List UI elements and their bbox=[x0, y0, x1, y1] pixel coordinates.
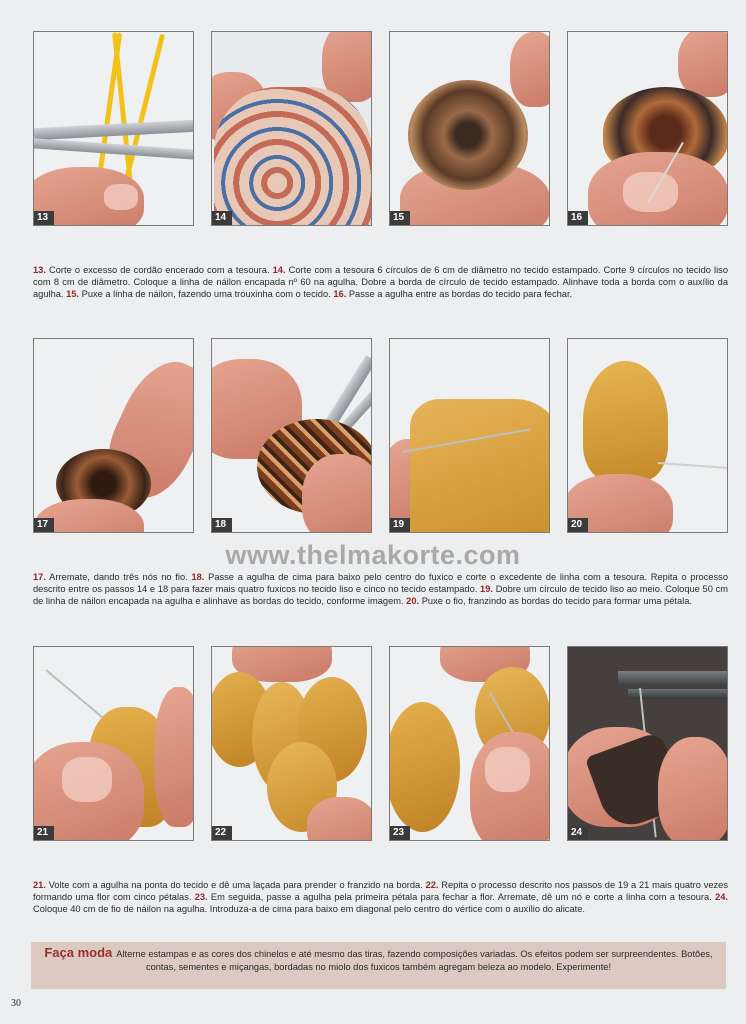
watermark: www.thelmakorte.com bbox=[225, 540, 521, 570]
instructions-steps-17-20 bbox=[33, 571, 728, 607]
step-label: 21. bbox=[33, 880, 46, 890]
step-label: 22. bbox=[425, 880, 439, 890]
step-photo-21 bbox=[33, 646, 194, 841]
step-label: 17. bbox=[33, 572, 46, 582]
step-text: Repita o processo descrito nos passos de 19 a 21 mais quatro vezes formando uma flor com cinco pétalas. bbox=[33, 880, 728, 903]
step-text: Coloque 40 cm de fio de náilon na agulha. Introduza-a de cima para baixo em diagonal pelo centro do vértice com o auxílio do alicate. bbox=[33, 904, 585, 915]
step-number: 20 bbox=[568, 518, 588, 532]
step-number: 18 bbox=[212, 518, 232, 532]
step-number: 24 bbox=[568, 826, 588, 840]
step-photo-17 bbox=[33, 338, 194, 533]
step-text: Corte o excesso de cordão encerado com a tesoura. bbox=[45, 265, 273, 275]
step-label: 20. bbox=[406, 596, 420, 607]
step-number: 13 bbox=[34, 211, 54, 225]
step-number: 14 bbox=[212, 211, 232, 225]
step-number: 16 bbox=[568, 211, 588, 225]
step-text: Volte com a agulha na ponta do tecido e dê uma laçada para prender o franzido na borda. bbox=[45, 880, 426, 890]
step-photo-22 bbox=[211, 646, 372, 841]
step-text: Passe a agulha entre as bordas do tecido para fechar. bbox=[346, 289, 573, 300]
step-label: 16. bbox=[333, 289, 347, 300]
step-number: 22 bbox=[212, 826, 232, 840]
step-text: Corte com a tesoura 6 círculos de 6 cm de diâmetro no tecido estampado. Corte 9 círculos no tecido liso com 8 cm de diâmetro. Coloque a linha de náilon encapada nº 60 na agulha. Dobre a borda de círculo de tecido estampado. Alinhave toda a borda com o auxílio da agulha. bbox=[33, 265, 728, 300]
instructions-steps-21-24 bbox=[33, 879, 728, 915]
step-number: 19 bbox=[390, 518, 410, 532]
step-photo-16 bbox=[567, 31, 728, 226]
step-label: 14. bbox=[272, 265, 286, 275]
tip-title: Faça moda bbox=[44, 945, 113, 960]
step-text: Arremate, dando três nós no fio. bbox=[45, 572, 192, 582]
step-photo-13 bbox=[33, 31, 194, 226]
step-number: 21 bbox=[34, 826, 54, 840]
step-photo-14 bbox=[211, 31, 372, 226]
step-text: Puxe a linha de náilon, fazendo uma trouxinha com o tecido. bbox=[79, 289, 334, 300]
step-label: 24. bbox=[715, 892, 728, 903]
step-text: Dobre um círculo de tecido liso ao meio. Coloque 50 cm de linha de náilon encapada na agulha e alinhave as bordas do tecido, conforme imagem. bbox=[33, 584, 728, 607]
step-text: Em seguida, passe a agulha pela primeira pétala para fechar a flor. Arremate, dê um nó e corte a linha com a tesoura. bbox=[207, 892, 716, 903]
page-number: 30 bbox=[11, 998, 21, 1009]
step-label: 23. bbox=[194, 892, 208, 903]
step-label: 15. bbox=[66, 289, 80, 300]
step-photo-20 bbox=[567, 338, 728, 533]
step-number: 17 bbox=[34, 518, 54, 532]
step-photo-24 bbox=[567, 646, 728, 841]
step-text: Passe a agulha de cima para baixo pelo centro do fuxico e corte o excedente de linha com a tesoura. Repita o processo descrito entre os passos 14 e 18 para fazer mais quatro fuxicos no tecido liso e cinco no tecido estampado. bbox=[33, 572, 728, 595]
step-label: 19. bbox=[480, 584, 493, 595]
tip-text: Alterne estampas e as cores dos chinelos e até mesmo das tiras, fazendo composições variadas. Os efeitos podem ser surpreendentes. Botões, contas, sementes e miçangas, bordadas no miolo dos fuxicos também agregam beleza ao modelo. Experimente! bbox=[116, 949, 713, 972]
step-photo-23 bbox=[389, 646, 550, 841]
step-photo-19 bbox=[389, 338, 550, 533]
instructions-steps-13-16 bbox=[33, 264, 728, 300]
step-photo-18 bbox=[211, 338, 372, 533]
step-label: 18. bbox=[191, 572, 205, 582]
step-label: 13. bbox=[33, 265, 46, 275]
step-number: 23 bbox=[390, 826, 410, 840]
step-number: 15 bbox=[390, 211, 410, 225]
tip-box bbox=[31, 942, 726, 989]
step-photo-15 bbox=[389, 31, 550, 226]
step-text: Puxe o fio, franzindo as bordas do tecido para formar uma pétala. bbox=[419, 596, 692, 607]
